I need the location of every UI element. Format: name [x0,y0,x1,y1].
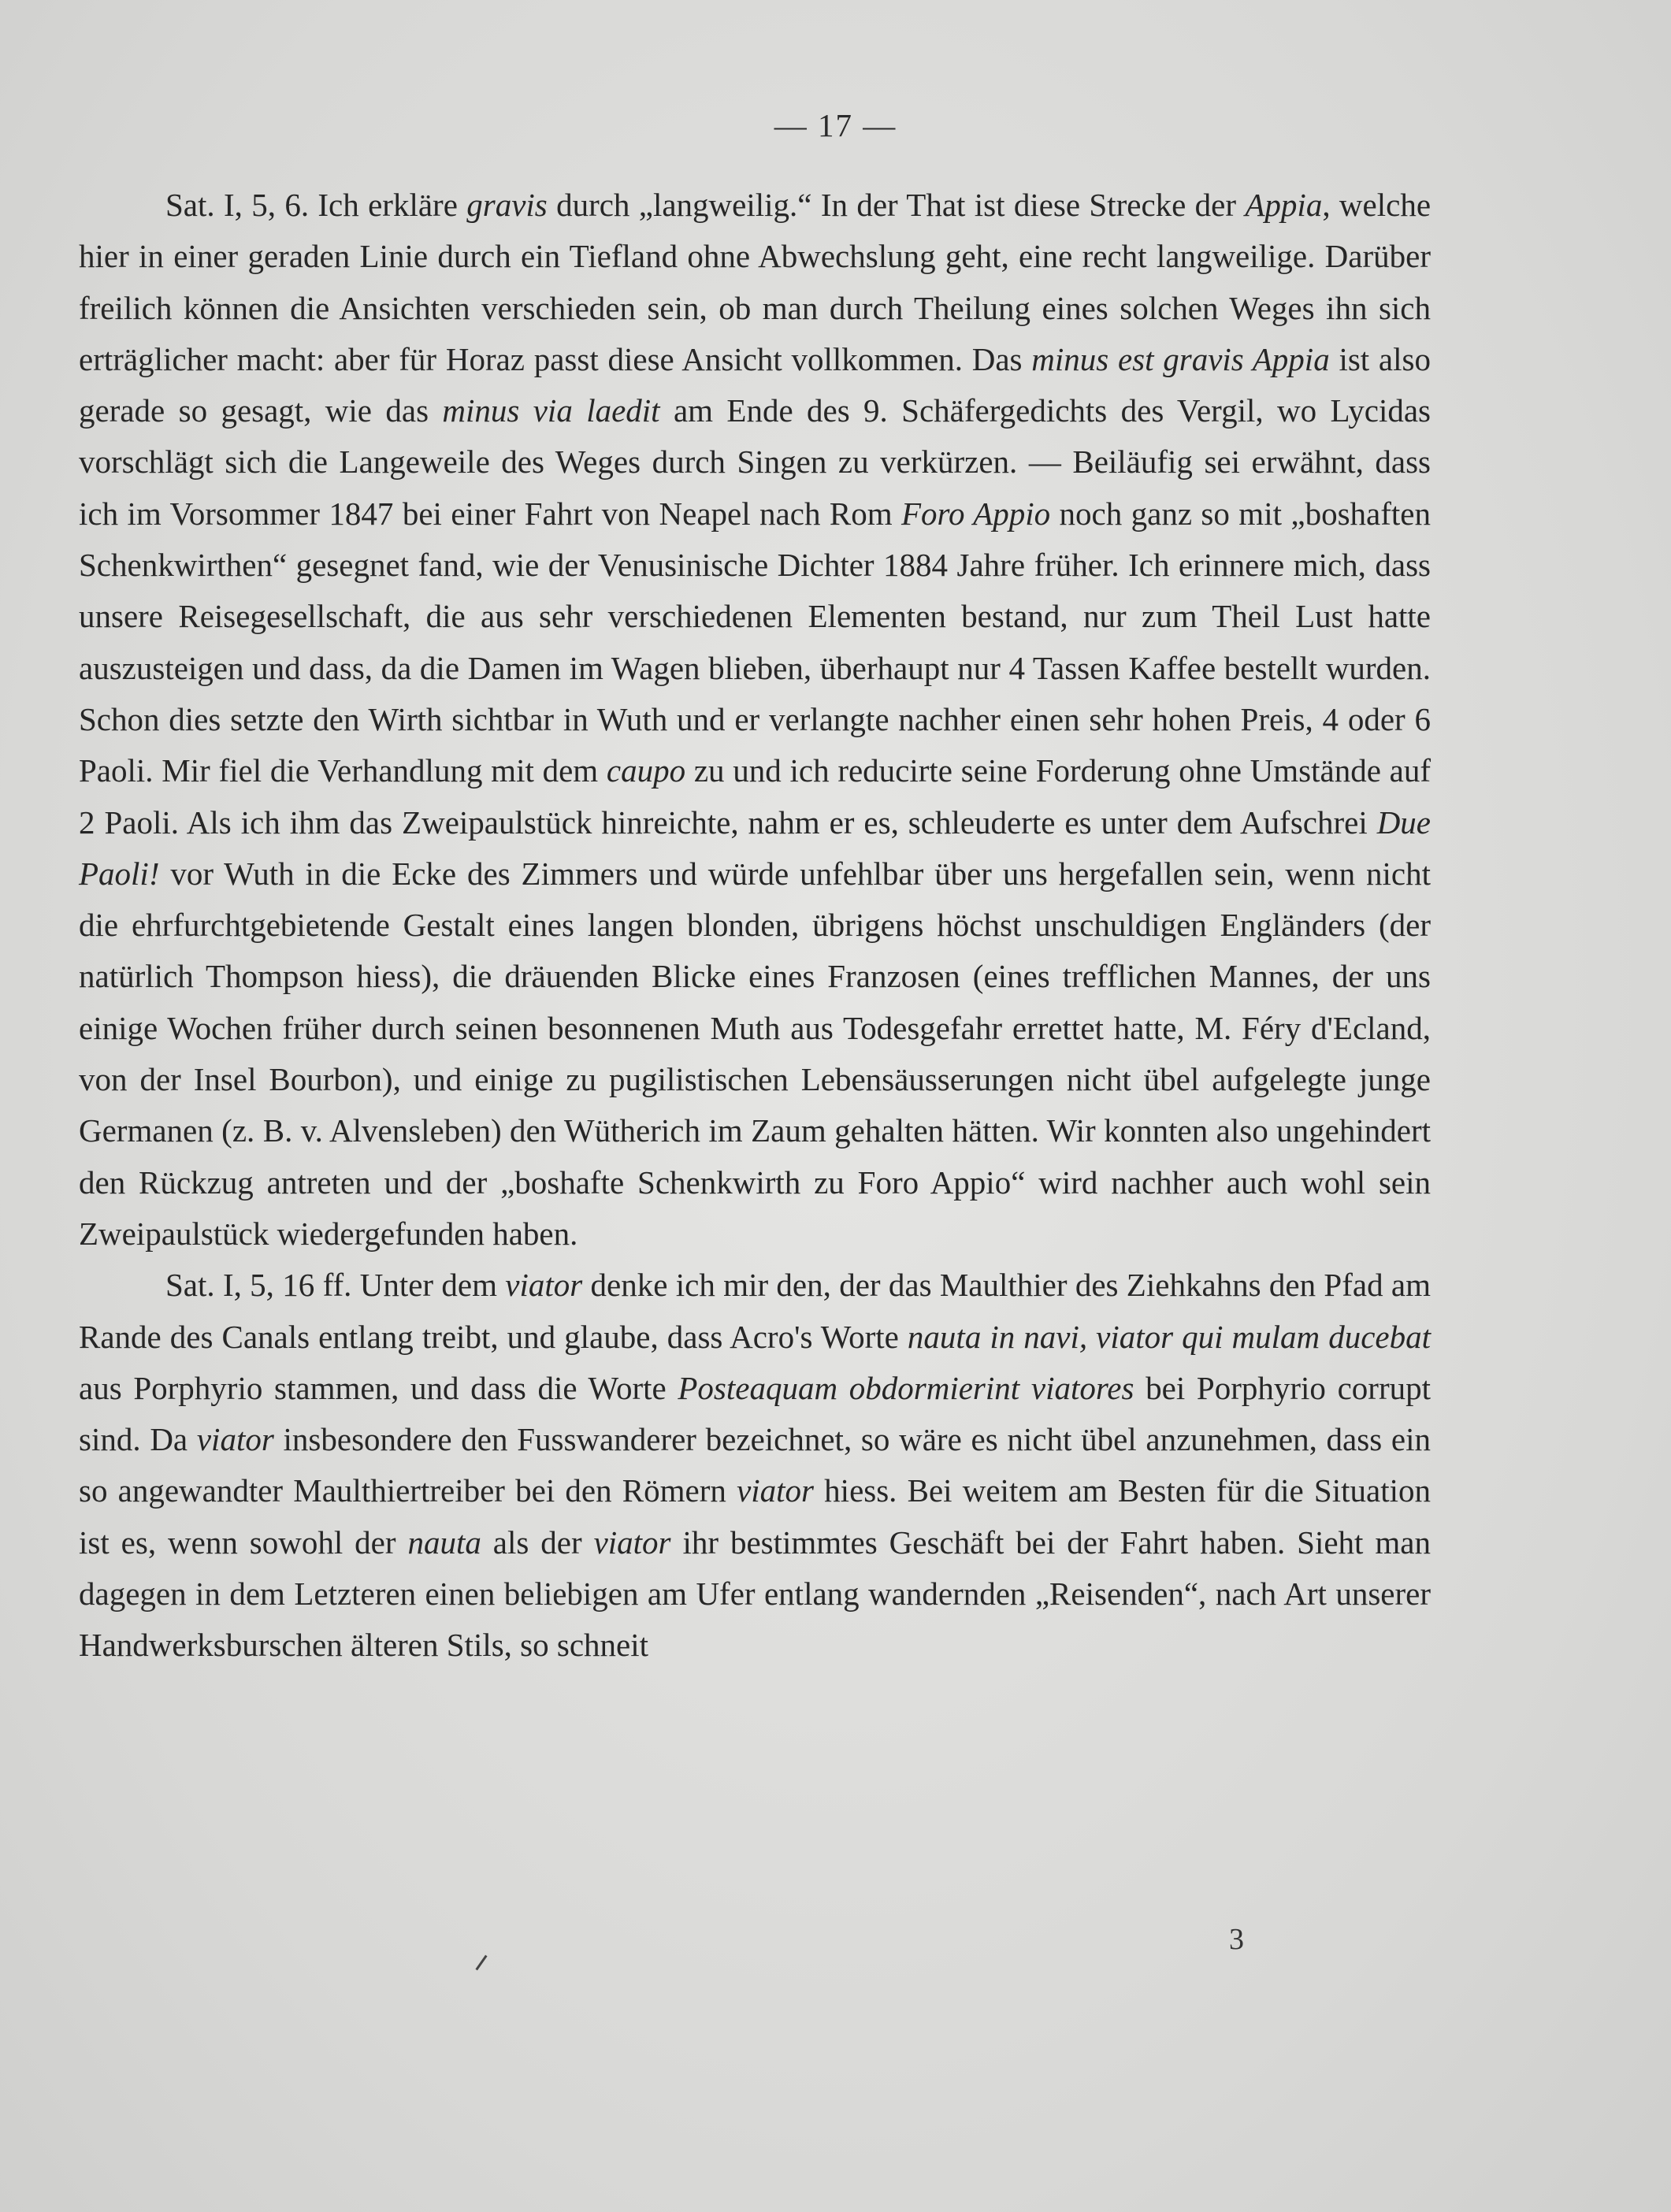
text-run: hiess. Bei weitem am Besten für die Situation ist es, wenn sowohl der [79,1472,1431,1561]
text-run: ihr bestimmtes Geschäft bei der Fahrt haben. Sieht man dagegen in dem Letzteren einen beliebigen am Ufer entlang wandernden „Reisenden“, nach Art unserer Handwerksburschen älteren Stils, so schneit [79,1524,1431,1664]
text-run: ist also gerade so gesagt, wie das [79,340,1431,429]
italic-term: minus est gravis Appia [1031,340,1330,377]
text-run: Sat. I, 5, 16 ff. Unter dem [165,1267,506,1304]
italic-term: Appia [1245,187,1323,223]
italic-term: nauta [407,1524,481,1561]
italic-term: minus via laedit [442,392,660,429]
text-run: vor Wuth in die Ecke des Zimmers und würde unfehlbar über uns hergefallen sein, wenn nicht die ehrfurchtgebietende Gestalt eines langen blonden, übrigens höchst unschuldigen Engländers (der natürlich Thompson hiess), die dräuenden Blicke eines Franzosen (eines trefflichen Mannes, der uns einige Wochen früher durch seinen besonnenen Muth aus Todesgefahr errettet hatte, M. Féry d'Ecland, von der Insel Bourbon), und einige zu pugilistischen Lebensäusserungen nicht übel aufgelegte junge Germanen (z. B. v. Alvensleben) den Wütherich im Zaum gehalten hätten. Wir konnten also ungehindert den Rückzug antreten und der „boshafte Schenkwirth zu Foro Appio“ wird nachher auch wohl sein Zweipaulstück wiedergefunden haben. [79,855,1431,1252]
italic-term: gravis [466,187,548,223]
italic-term: Posteaquam obdormierint viatores [678,1369,1134,1406]
text-run: , welche hier in einer geraden Linie durch ein Tiefland ohne Abwechslung geht, eine recht langweilige. Darüber freilich können die Ansichten verschieden sein, ob man durch Theilung eines solchen Weges ihn sich erträglicher macht: aber für Horaz passt diese Ansicht vollkommen. Das [79,187,1431,377]
italic-term: Due Paoli! [79,804,1431,892]
page-number: — 17 — [774,107,897,143]
italic-term: viator [505,1267,583,1304]
italic-term: Foro Appio [901,495,1051,532]
text-run: als der [481,1524,594,1561]
italic-term: nauta in navi, viator qui mulam ducebat [907,1318,1431,1355]
italic-term: caupo [606,752,686,789]
italic-term: viator [196,1421,274,1458]
signature-mark: 3 [1229,1923,1244,1956]
text-run: zu und ich reducirte seine Forderung ohne Umstände auf 2 Paoli. Als ich ihm das Zweipaulstück hinreichte, nahm er es, schleuderte es unter dem Aufschrei [79,752,1431,841]
text-run: denke ich mir den, der das Maulthier des Ziehkahns den Pfad am Rande des Canals entlang treibt, und glaube, dass Acro's Worte [79,1267,1431,1355]
text-run: noch ganz so mit „boshaften Schenkwirthen“ gesegnet fand, wie der Venusinische Dichter 1884 Jahre früher. Ich erinnere mich, dass unsere Reisegesellschaft, die aus sehr verschiedenen Elementen bestand, nur zum Theil Lust hatte auszusteigen und dass, da die Damen im Wagen blieben, überhaupt nur 4 Tassen Kaffee bestellt wurden. Schon dies setzte den Wirth sichtbar in Wuth und er verlangte nachher einen sehr hohen Preis, 4 oder 6 Paoli. Mir fiel die Verhandlung mit dem [79,495,1431,789]
italic-term: viator [737,1472,814,1509]
body-text [79,180,1431,1672]
paragraph-sat-1-5-16 [79,1260,1431,1671]
italic-term: viator [593,1524,671,1561]
text-run: am Ende des 9. Schäfergedichts des Vergil, wo Lycidas vorschlägt sich die Langeweile des Weges durch Singen zu verkürzen. — Beiläufig sei erwähnt, dass ich im Vorsommer 1847 bei einer Fahrt von Neapel nach Rom [79,392,1431,532]
stray-ink-mark [475,1955,487,1971]
text-run: Sat. I, 5, 6. Ich erkläre [165,187,467,223]
text-run: durch „langweilig.“ In der That ist diese Strecke der [547,187,1246,223]
paragraph-sat-1-5-6 [79,180,1431,1260]
text-run: aus Porphyrio stammen, und dass die Worte [79,1369,678,1406]
text-run: bei Porphyrio corrupt sind. Da [79,1369,1431,1458]
text-run: insbesondere den Fusswanderer bezeichnet, so wäre es nicht übel anzunehmen, dass ein so angewandter Maulthiertreiber bei den Römern [79,1421,1431,1509]
